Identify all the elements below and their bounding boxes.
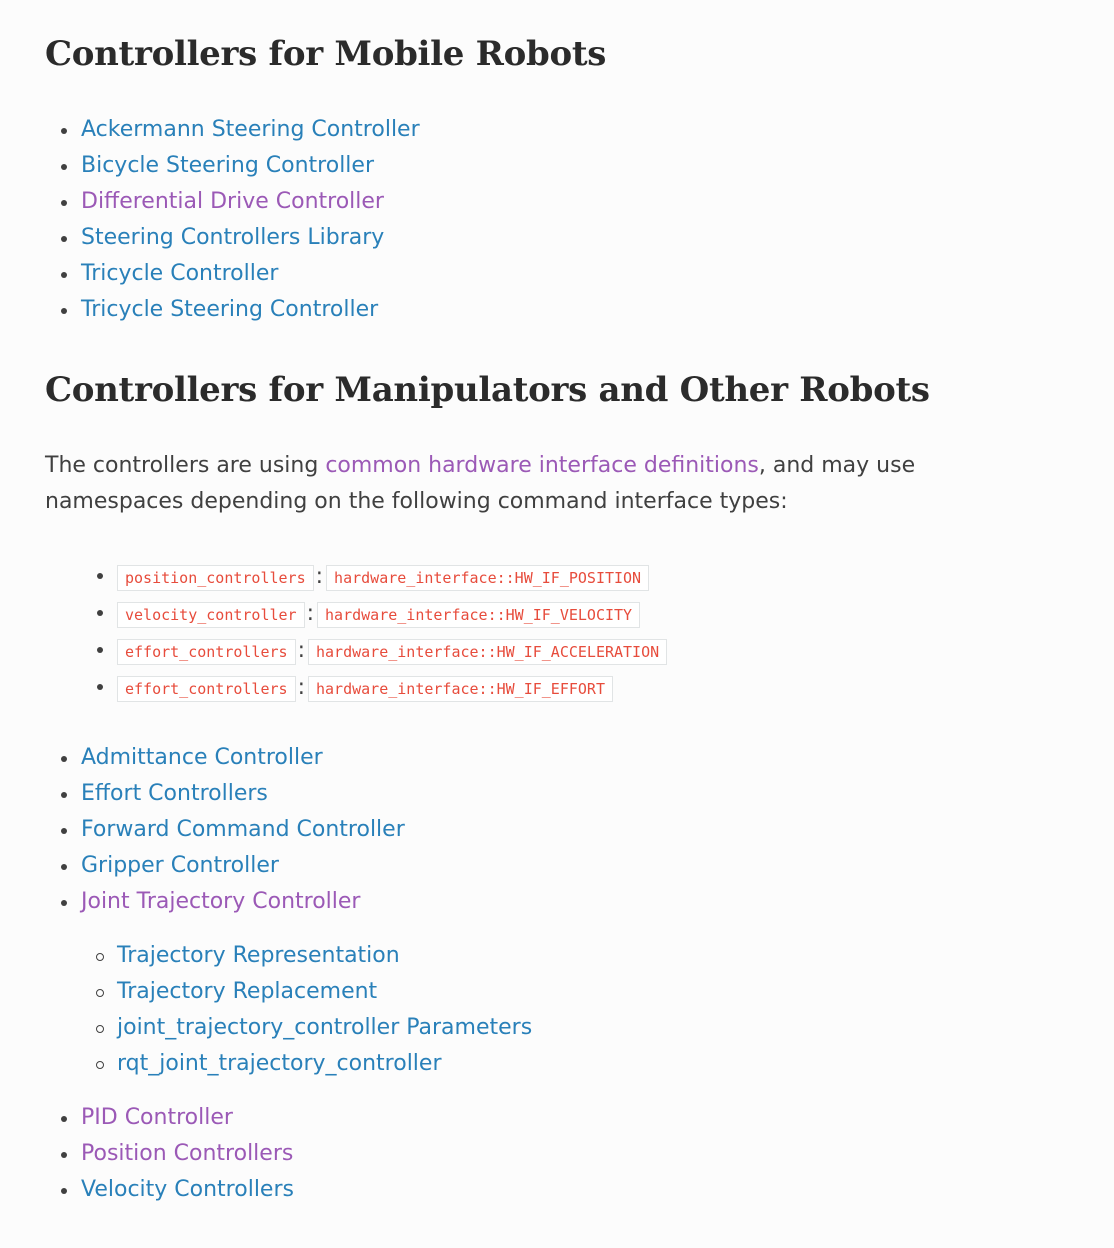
- link-steering-controllers-library[interactable]: Steering Controllers Library: [81, 225, 385, 250]
- mobile-controllers-list: [81, 112, 420, 328]
- list-item: [117, 1046, 532, 1082]
- list-item: [81, 292, 420, 328]
- list-item: [81, 1136, 294, 1172]
- list-item: [81, 148, 420, 184]
- separator: :: [297, 675, 305, 700]
- namespace-literal: velocity_controller: [117, 602, 305, 628]
- intro-text-before: The controllers are using: [45, 453, 326, 478]
- intro-text-after: , and may use namespaces depending on the following command interface types:: [45, 453, 916, 514]
- interface-literal: hardware_interface::HW_IF_POSITION: [326, 565, 649, 591]
- manipulator-controllers-list: [81, 740, 405, 920]
- list-item: [81, 776, 405, 812]
- link-joint-trajectory-controller[interactable]: Joint Trajectory Controller: [81, 889, 361, 914]
- interface-item: [117, 632, 667, 669]
- namespace-literal: effort_controllers: [117, 639, 296, 665]
- list-item: [117, 938, 532, 974]
- link-common-hardware-interface-definitions[interactable]: common hardware interface definitions: [325, 453, 759, 478]
- link-bicycle-steering-controller[interactable]: Bicycle Steering Controller: [81, 153, 374, 178]
- separator: :: [315, 564, 324, 589]
- interface-literal: hardware_interface::HW_IF_ACCELERATION: [308, 639, 667, 665]
- list-item: [81, 256, 420, 292]
- list-item: [81, 740, 405, 776]
- link-differential-drive-controller[interactable]: Differential Drive Controller: [81, 189, 384, 214]
- interface-item: [117, 595, 667, 632]
- list-item: [117, 1010, 532, 1046]
- link-trajectory-representation[interactable]: Trajectory Representation: [117, 943, 400, 968]
- link-pid-controller[interactable]: PID Controller: [81, 1105, 233, 1130]
- list-item: [81, 1172, 294, 1208]
- link-effort-controllers[interactable]: Effort Controllers: [81, 781, 268, 806]
- link-position-controllers[interactable]: Position Controllers: [81, 1141, 294, 1166]
- link-trajectory-replacement[interactable]: Trajectory Replacement: [117, 979, 378, 1004]
- list-item: [81, 848, 405, 884]
- list-item: [81, 112, 420, 148]
- intro-paragraph: [45, 448, 1055, 520]
- manipulator-controllers-list-continued: [81, 1100, 294, 1208]
- list-item: [81, 1100, 294, 1136]
- list-item: [81, 812, 405, 848]
- separator: :: [297, 638, 305, 663]
- section-title-manipulators: Controllers for Manipulators and Other Robots: [45, 370, 930, 410]
- separator: :: [306, 601, 315, 626]
- link-velocity-controllers[interactable]: Velocity Controllers: [81, 1177, 294, 1202]
- interface-literal: hardware_interface::HW_IF_VELOCITY: [317, 602, 640, 628]
- interface-types-list: [117, 558, 667, 706]
- namespace-literal: effort_controllers: [117, 676, 296, 702]
- link-rqt-joint-trajectory-controller[interactable]: rqt_joint_trajectory_controller: [117, 1051, 442, 1076]
- link-tricycle-controller[interactable]: Tricycle Controller: [81, 261, 279, 286]
- interface-item: [117, 669, 667, 706]
- section-title-mobile-robots: Controllers for Mobile Robots: [45, 34, 607, 74]
- interface-literal: hardware_interface::HW_IF_EFFORT: [308, 676, 613, 702]
- link-tricycle-steering-controller[interactable]: Tricycle Steering Controller: [81, 297, 379, 322]
- list-item: [81, 184, 420, 220]
- link-jtc-parameters[interactable]: joint_trajectory_controller Parameters: [117, 1015, 533, 1040]
- link-ackermann-steering-controller[interactable]: Ackermann Steering Controller: [81, 117, 420, 142]
- link-forward-command-controller[interactable]: Forward Command Controller: [81, 817, 405, 842]
- link-gripper-controller[interactable]: Gripper Controller: [81, 853, 279, 878]
- interface-item: [117, 558, 667, 595]
- joint-trajectory-sublist: [117, 938, 532, 1082]
- link-admittance-controller[interactable]: Admittance Controller: [81, 745, 323, 770]
- list-item: [81, 884, 405, 920]
- list-item: [117, 974, 532, 1010]
- namespace-literal: position_controllers: [117, 565, 314, 591]
- list-item: [81, 220, 420, 256]
